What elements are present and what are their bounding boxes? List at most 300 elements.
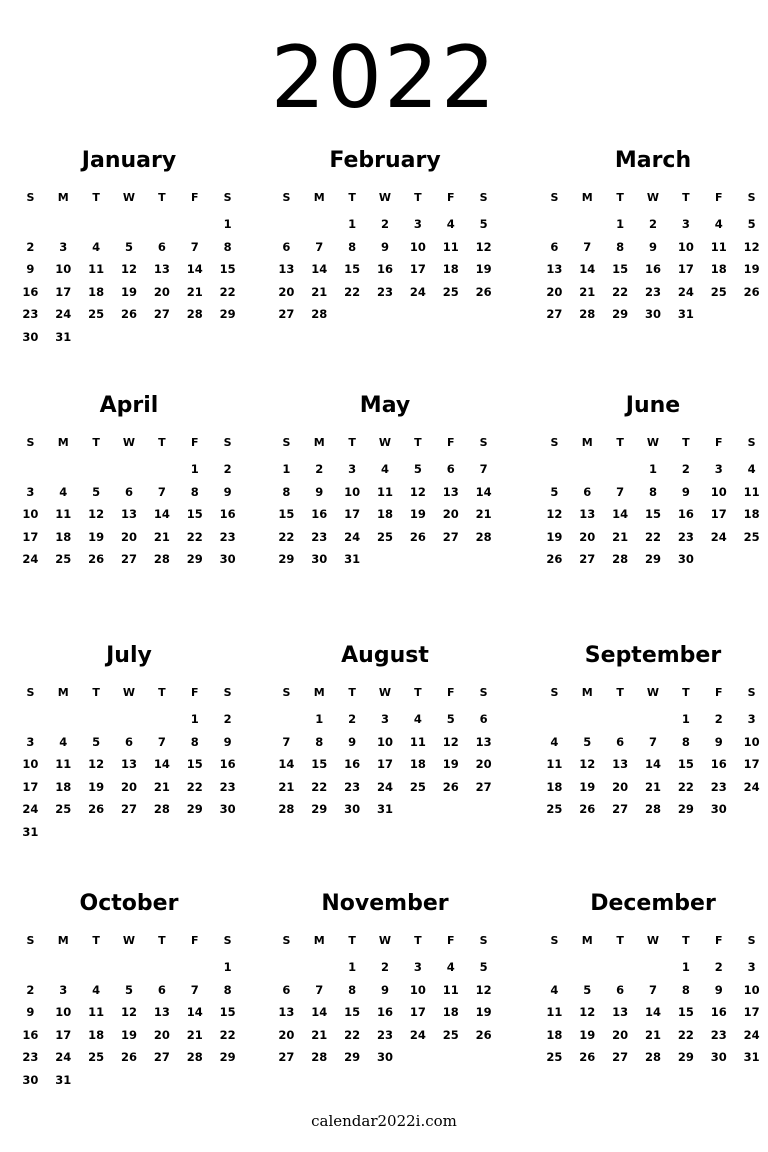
day-cell: 8 <box>315 734 324 749</box>
weekday-header: W <box>646 934 660 947</box>
day-cell: 6 <box>124 734 133 749</box>
day-cell: 15 <box>677 757 694 771</box>
day-cell: 14 <box>475 484 492 499</box>
empty-cell <box>47 213 80 236</box>
day-cell: 28 <box>644 1050 661 1064</box>
day-cell: 11 <box>55 757 72 771</box>
day-cell: 20 <box>153 1027 170 1042</box>
month-september <box>538 640 768 821</box>
day-cell: 27 <box>442 529 459 544</box>
weekday-header: S <box>26 934 35 947</box>
day-cell: 22 <box>278 529 295 544</box>
day-cell: 30 <box>710 802 727 816</box>
day-cell: 18 <box>55 529 72 544</box>
day-cell: 10 <box>376 734 393 749</box>
day-cell: 2 <box>380 217 389 231</box>
day-cell: 31 <box>743 1050 760 1064</box>
day-cell: 26 <box>579 1050 596 1064</box>
weekday-header: T <box>158 686 166 699</box>
day-cell: 28 <box>186 1050 203 1064</box>
weekday-header: S <box>479 191 488 204</box>
day-cell: 14 <box>644 757 661 771</box>
day-cell: 14 <box>311 262 328 276</box>
day-cell: 20 <box>153 284 170 299</box>
day-cell: 10 <box>409 239 426 254</box>
day-cell: 4 <box>446 217 455 231</box>
day-cell: 4 <box>380 462 389 476</box>
day-cell: 23 <box>219 779 236 794</box>
day-cell: 11 <box>409 734 426 749</box>
weekday-header: M <box>581 191 593 204</box>
day-cell: 23 <box>677 529 694 544</box>
day-cell: 9 <box>681 484 690 499</box>
day-cell: 22 <box>677 1027 694 1042</box>
day-cell: 17 <box>743 1005 760 1019</box>
day-cell: 7 <box>648 982 657 997</box>
day-cell: 31 <box>677 307 694 321</box>
day-grid <box>538 187 768 326</box>
day-cell: 14 <box>186 1005 203 1019</box>
weekday-header: M <box>581 934 593 947</box>
weekday-header: T <box>414 191 422 204</box>
weekday-header: F <box>714 686 723 699</box>
day-cell: 16 <box>22 1027 39 1042</box>
weekday-header: S <box>282 436 291 449</box>
day-cell: 20 <box>612 1027 629 1042</box>
day-cell: 20 <box>579 529 596 544</box>
empty-cell <box>571 213 604 236</box>
day-cell: 9 <box>714 734 723 749</box>
empty-cell <box>178 213 211 236</box>
day-cell: 6 <box>282 239 291 254</box>
empty-cell <box>113 458 146 481</box>
empty-cell <box>538 708 571 731</box>
day-cell: 10 <box>22 507 39 521</box>
day-cell: 22 <box>219 1027 236 1042</box>
day-grid <box>14 682 244 843</box>
day-cell: 7 <box>282 734 291 749</box>
day-cell: 23 <box>644 284 661 299</box>
day-cell: 31 <box>55 1072 72 1087</box>
empty-cell <box>538 213 571 236</box>
day-cell: 1 <box>190 712 199 726</box>
day-cell: 24 <box>22 802 39 816</box>
day-cell: 3 <box>26 734 35 749</box>
day-cell: 1 <box>648 462 657 476</box>
weekday-header: W <box>122 934 136 947</box>
day-cell: 12 <box>475 982 492 997</box>
weekday-header: T <box>682 686 690 699</box>
day-cell: 21 <box>186 1027 203 1042</box>
day-cell: 1 <box>223 217 232 231</box>
day-cell: 22 <box>219 284 236 299</box>
day-cell: 8 <box>348 982 357 997</box>
day-cell: 29 <box>677 1050 694 1064</box>
day-cell: 8 <box>223 982 232 997</box>
day-cell: 20 <box>278 284 295 299</box>
weekday-header: W <box>646 436 660 449</box>
empty-cell <box>604 956 637 979</box>
weekday-header: T <box>348 436 356 449</box>
day-cell: 30 <box>677 552 694 566</box>
day-cell: 28 <box>311 1050 328 1064</box>
weekday-header: M <box>313 686 325 699</box>
day-cell: 17 <box>677 262 694 276</box>
day-cell: 15 <box>219 262 236 276</box>
day-cell: 19 <box>579 779 596 794</box>
day-cell: 30 <box>219 802 236 816</box>
day-cell: 14 <box>612 507 629 521</box>
day-cell: 12 <box>120 262 137 276</box>
day-cell: 31 <box>22 824 39 839</box>
day-cell: 19 <box>579 1027 596 1042</box>
day-cell: 17 <box>55 1027 72 1042</box>
day-cell: 23 <box>710 779 727 794</box>
day-cell: 25 <box>376 529 393 544</box>
day-cell: 2 <box>714 712 723 726</box>
day-cell: 29 <box>311 802 328 816</box>
day-cell: 10 <box>677 239 694 254</box>
day-cell: 18 <box>409 757 426 771</box>
day-cell: 3 <box>681 217 690 231</box>
day-cell: 9 <box>714 982 723 997</box>
day-cell: 17 <box>344 507 361 521</box>
empty-cell <box>14 708 47 731</box>
day-cell: 18 <box>743 507 760 521</box>
day-cell: 25 <box>88 307 105 321</box>
day-cell: 5 <box>479 217 488 231</box>
day-cell: 23 <box>344 779 361 794</box>
day-cell: 1 <box>315 712 324 726</box>
empty-cell <box>637 956 670 979</box>
weekday-header: T <box>414 934 422 947</box>
day-cell: 20 <box>442 507 459 521</box>
day-cell: 30 <box>344 802 361 816</box>
empty-cell <box>571 708 604 731</box>
day-cell: 16 <box>677 507 694 521</box>
day-cell: 23 <box>376 1027 393 1042</box>
day-cell: 7 <box>157 484 166 499</box>
month-december <box>538 888 768 1069</box>
month-may <box>270 390 500 571</box>
day-cell: 8 <box>681 734 690 749</box>
day-cell: 4 <box>714 217 723 231</box>
day-cell: 13 <box>278 1005 295 1019</box>
empty-cell <box>80 458 113 481</box>
day-cell: 24 <box>710 529 727 544</box>
day-cell: 10 <box>22 757 39 771</box>
day-cell: 24 <box>743 1027 760 1042</box>
day-cell: 3 <box>714 462 723 476</box>
day-cell: 3 <box>59 982 68 997</box>
day-cell: 26 <box>120 307 137 321</box>
empty-cell <box>145 956 178 979</box>
day-cell: 6 <box>550 239 559 254</box>
day-cell: 6 <box>583 484 592 499</box>
empty-cell <box>113 213 146 236</box>
day-cell: 7 <box>616 484 625 499</box>
day-cell: 14 <box>278 757 295 771</box>
day-cell: 27 <box>120 802 137 816</box>
weekday-header: F <box>446 191 455 204</box>
day-cell: 27 <box>475 779 492 794</box>
empty-cell <box>571 956 604 979</box>
weekday-header: M <box>581 436 593 449</box>
day-cell: 22 <box>344 284 361 299</box>
day-cell: 7 <box>157 734 166 749</box>
day-cell: 25 <box>409 779 426 794</box>
day-cell: 15 <box>278 507 295 521</box>
day-cell: 23 <box>22 307 39 321</box>
day-cell: 9 <box>223 734 232 749</box>
weekday-header: W <box>378 934 392 947</box>
day-cell: 7 <box>190 982 199 997</box>
day-cell: 5 <box>124 239 133 254</box>
weekday-header: F <box>714 436 723 449</box>
day-cell: 20 <box>278 1027 295 1042</box>
weekday-header: M <box>57 436 69 449</box>
day-cell: 28 <box>644 802 661 816</box>
weekday-header: S <box>550 191 559 204</box>
weekday-header: T <box>682 191 690 204</box>
day-cell: 18 <box>442 1005 459 1019</box>
weekday-header: S <box>550 686 559 699</box>
day-cell: 26 <box>475 284 492 299</box>
weekday-header: W <box>122 191 136 204</box>
month-name: November <box>321 891 449 916</box>
month-name: January <box>81 148 177 173</box>
weekday-header: M <box>57 686 69 699</box>
day-cell: 21 <box>153 529 170 544</box>
day-cell: 30 <box>22 329 39 344</box>
day-cell: 12 <box>475 239 492 254</box>
day-cell: 21 <box>153 779 170 794</box>
day-cell: 22 <box>344 1027 361 1042</box>
day-cell: 3 <box>26 484 35 499</box>
day-cell: 3 <box>59 239 68 254</box>
day-cell: 21 <box>186 284 203 299</box>
weekday-header: F <box>446 934 455 947</box>
day-cell: 23 <box>311 529 328 544</box>
weekday-header: S <box>550 934 559 947</box>
day-cell: 6 <box>282 982 291 997</box>
day-cell: 19 <box>88 779 105 794</box>
day-cell: 26 <box>743 284 760 299</box>
day-cell: 27 <box>612 802 629 816</box>
day-cell: 9 <box>315 484 324 499</box>
day-cell: 24 <box>22 552 39 566</box>
empty-cell <box>145 458 178 481</box>
day-cell: 8 <box>616 239 625 254</box>
day-cell: 5 <box>550 484 559 499</box>
day-cell: 13 <box>546 262 563 276</box>
day-cell: 14 <box>311 1005 328 1019</box>
day-cell: 19 <box>475 262 492 276</box>
day-cell: 15 <box>219 1005 236 1019</box>
day-cell: 24 <box>409 284 426 299</box>
day-cell: 26 <box>579 802 596 816</box>
weekday-header: T <box>616 686 624 699</box>
day-cell: 10 <box>710 484 727 499</box>
day-cell: 2 <box>348 712 357 726</box>
day-cell: 31 <box>55 329 72 344</box>
empty-cell <box>604 458 637 481</box>
day-cell: 31 <box>376 802 393 816</box>
month-name: April <box>99 393 159 418</box>
day-cell: 18 <box>88 284 105 299</box>
weekday-header: M <box>313 934 325 947</box>
day-cell: 27 <box>579 552 596 566</box>
day-cell: 8 <box>348 239 357 254</box>
day-cell: 12 <box>442 734 459 749</box>
day-cell: 3 <box>413 960 422 974</box>
day-cell: 5 <box>583 982 592 997</box>
weekday-header: S <box>223 686 232 699</box>
day-cell: 22 <box>311 779 328 794</box>
day-cell: 22 <box>186 779 203 794</box>
day-cell: 29 <box>278 552 295 566</box>
day-cell: 19 <box>409 507 426 521</box>
day-cell: 12 <box>579 757 596 771</box>
day-grid <box>538 432 768 571</box>
day-grid <box>14 432 244 571</box>
day-cell: 3 <box>380 712 389 726</box>
weekday-header: F <box>714 934 723 947</box>
day-cell: 18 <box>442 262 459 276</box>
empty-cell <box>80 708 113 731</box>
day-cell: 12 <box>743 239 760 254</box>
empty-cell <box>47 956 80 979</box>
day-cell: 15 <box>186 507 203 521</box>
day-cell: 18 <box>710 262 727 276</box>
weekday-header: T <box>616 191 624 204</box>
day-cell: 25 <box>546 1050 563 1064</box>
day-cell: 19 <box>120 284 137 299</box>
weekday-header: M <box>313 436 325 449</box>
day-cell: 25 <box>55 802 72 816</box>
day-cell: 25 <box>710 284 727 299</box>
day-grid <box>270 930 500 1069</box>
day-cell: 2 <box>681 462 690 476</box>
day-cell: 11 <box>376 484 393 499</box>
day-cell: 2 <box>315 462 324 476</box>
day-cell: 19 <box>120 1027 137 1042</box>
day-cell: 5 <box>747 217 756 231</box>
day-cell: 27 <box>278 307 295 321</box>
day-cell: 10 <box>55 1005 72 1019</box>
day-cell: 3 <box>413 217 422 231</box>
day-cell: 7 <box>315 239 324 254</box>
day-cell: 29 <box>677 802 694 816</box>
day-cell: 14 <box>153 507 170 521</box>
day-cell: 2 <box>648 217 657 231</box>
day-cell: 13 <box>120 757 137 771</box>
day-cell: 15 <box>344 1005 361 1019</box>
day-cell: 25 <box>55 552 72 566</box>
empty-cell <box>80 213 113 236</box>
day-cell: 4 <box>550 982 559 997</box>
day-cell: 4 <box>413 712 422 726</box>
month-name: June <box>625 393 681 418</box>
day-cell: 26 <box>409 529 426 544</box>
month-name: March <box>614 148 692 173</box>
weekday-header: T <box>682 934 690 947</box>
empty-cell <box>538 458 571 481</box>
day-cell: 9 <box>380 239 389 254</box>
day-cell: 15 <box>311 757 328 771</box>
day-cell: 21 <box>579 284 596 299</box>
day-cell: 15 <box>344 262 361 276</box>
weekday-header: W <box>646 191 660 204</box>
month-august <box>270 640 500 821</box>
day-cell: 16 <box>644 262 661 276</box>
day-cell: 4 <box>446 960 455 974</box>
empty-cell <box>113 708 146 731</box>
weekday-header: S <box>479 686 488 699</box>
weekday-header: S <box>26 436 35 449</box>
day-cell: 3 <box>747 712 756 726</box>
weekday-header: M <box>57 934 69 947</box>
day-cell: 17 <box>22 529 39 544</box>
day-cell: 9 <box>26 262 35 276</box>
day-cell: 28 <box>579 307 596 321</box>
day-cell: 28 <box>153 552 170 566</box>
day-cell: 28 <box>612 552 629 566</box>
empty-cell <box>14 458 47 481</box>
day-cell: 8 <box>282 484 291 499</box>
day-cell: 17 <box>710 507 727 521</box>
weekday-header: W <box>378 191 392 204</box>
weekday-header: T <box>158 436 166 449</box>
weekday-header: S <box>282 191 291 204</box>
day-cell: 12 <box>120 1005 137 1019</box>
day-cell: 16 <box>710 1005 727 1019</box>
day-cell: 12 <box>88 757 105 771</box>
month-name: October <box>79 891 179 916</box>
day-cell: 11 <box>442 982 459 997</box>
empty-cell <box>571 458 604 481</box>
day-cell: 1 <box>616 217 625 231</box>
weekday-header: F <box>714 191 723 204</box>
day-cell: 10 <box>743 982 760 997</box>
weekday-header: M <box>581 686 593 699</box>
empty-cell <box>604 708 637 731</box>
day-cell: 21 <box>644 1027 661 1042</box>
weekday-header: W <box>378 686 392 699</box>
site-url: calendar2022i.com <box>311 1112 457 1130</box>
day-cell: 17 <box>22 779 39 794</box>
day-cell: 18 <box>88 1027 105 1042</box>
day-cell: 17 <box>743 757 760 771</box>
day-cell: 30 <box>219 552 236 566</box>
day-cell: 21 <box>475 507 492 521</box>
day-cell: 2 <box>26 239 35 254</box>
empty-cell <box>47 458 80 481</box>
weekday-header: S <box>747 686 756 699</box>
day-grid <box>270 432 500 571</box>
day-cell: 7 <box>648 734 657 749</box>
year-title: 2022 <box>270 28 498 128</box>
weekday-header: T <box>92 436 100 449</box>
day-cell: 6 <box>446 462 455 476</box>
month-january <box>14 145 244 348</box>
day-cell: 5 <box>446 712 455 726</box>
day-cell: 25 <box>442 284 459 299</box>
day-cell: 6 <box>616 982 625 997</box>
month-name: May <box>359 393 411 418</box>
day-cell: 16 <box>376 1005 393 1019</box>
day-cell: 13 <box>153 1005 170 1019</box>
